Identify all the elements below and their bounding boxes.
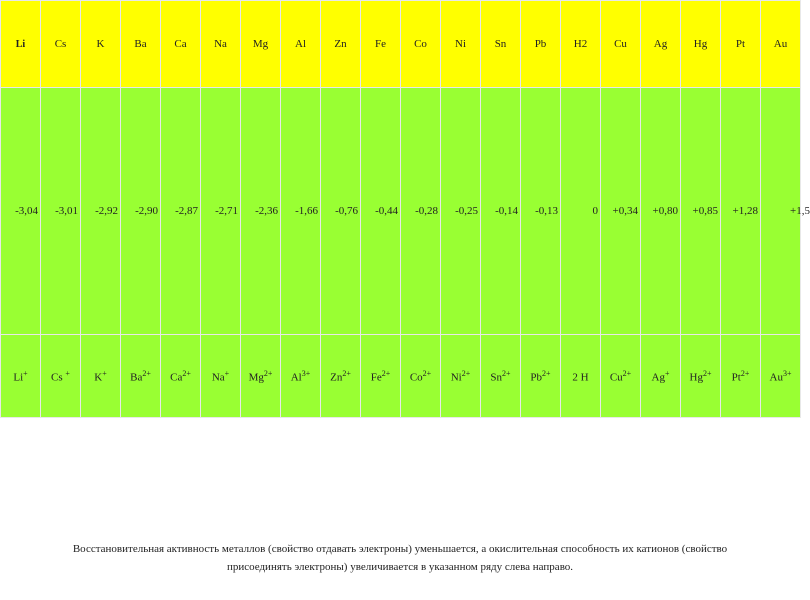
potential-cell xyxy=(241,88,281,335)
potential-value: -0,28 xyxy=(415,205,438,217)
ion-charge: 2+ xyxy=(461,368,471,378)
ion-symbol: Sn xyxy=(490,371,503,384)
ion-charge: + xyxy=(23,368,28,378)
metal-cell: K xyxy=(81,1,121,88)
ion-symbol: Zn xyxy=(330,371,343,384)
ion-cell xyxy=(721,335,761,418)
potential-cell xyxy=(441,88,481,335)
ion-symbol: Ba xyxy=(130,371,143,384)
potential-cell xyxy=(641,88,681,335)
caption-line-1: Восстановительная активность металлов (свойство отдавать электроны) уменьшается, а окислительная способность их катионов (свойство xyxy=(72,543,728,555)
ion-cell xyxy=(601,335,641,418)
ion-symbol: Al xyxy=(290,371,302,384)
caption xyxy=(0,540,800,576)
potential-value: -1,66 xyxy=(295,205,318,217)
metal-cell: Cs xyxy=(41,1,81,88)
potential-value: -2,92 xyxy=(95,205,118,217)
ion-charge: + xyxy=(664,368,670,378)
metal-cell: H2 xyxy=(561,1,601,88)
metal-cell: Ca xyxy=(161,1,201,88)
metal-cell: Al xyxy=(281,1,321,88)
ion-charge: 2+ xyxy=(622,368,632,378)
ion-symbol: Mg xyxy=(248,371,264,384)
potential-cell xyxy=(281,88,321,335)
potential-cell xyxy=(681,88,721,335)
potential-value: +0,80 xyxy=(652,205,678,217)
ion-cell xyxy=(201,335,241,418)
ion-symbol: Ni xyxy=(450,371,462,384)
potential-value: +1,28 xyxy=(732,205,758,217)
metal-cell: Pb xyxy=(521,1,561,88)
potential-value: -0,76 xyxy=(335,205,358,217)
ion-charge: 3+ xyxy=(301,368,311,378)
ion-charge: + xyxy=(224,368,230,378)
potential-cell xyxy=(321,88,361,335)
potential-cell xyxy=(561,88,601,335)
ion-symbol: Hg xyxy=(689,371,703,384)
potential-value: -0,13 xyxy=(535,205,558,217)
ion-charge: 2+ xyxy=(502,368,511,378)
metal-cell: Zn xyxy=(321,1,361,88)
ion-symbol: Ca xyxy=(170,371,183,384)
metal-cell: Mg xyxy=(241,1,281,88)
potential-value: +0,85 xyxy=(692,205,718,217)
ion-symbol: 2 H xyxy=(572,371,589,384)
potential-value: -3,04 xyxy=(15,205,38,217)
caption-line-2: присоединять электроны) увеличивается в указанном ряду слева направо. xyxy=(226,561,574,573)
ion-charge: 3+ xyxy=(782,368,792,378)
potential-value: -2,90 xyxy=(135,205,158,217)
metal-cell: Ba xyxy=(121,1,161,88)
ion-charge: 2+ xyxy=(263,368,273,378)
ion-charge: 2+ xyxy=(142,368,151,378)
ion-symbol: K xyxy=(94,371,103,384)
ion-charge: 2+ xyxy=(422,368,432,378)
ion-symbol: Au xyxy=(769,371,783,384)
potential-value: 0 xyxy=(592,205,598,217)
ion-cell xyxy=(281,335,321,418)
potential-cell xyxy=(601,88,641,335)
ion-charge: 2+ xyxy=(702,368,712,378)
potential-value: +1,5 xyxy=(790,205,810,217)
ion-symbol: Li xyxy=(13,371,24,384)
potential-value: +0,34 xyxy=(612,205,638,217)
ion-cell xyxy=(361,335,401,418)
ion-charge: + xyxy=(102,368,107,378)
metal-cell: Ag xyxy=(641,1,681,88)
metals-row xyxy=(1,1,801,88)
ion-cell xyxy=(241,335,281,418)
metal-cell: Fe xyxy=(361,1,401,88)
metal-cell: Sn xyxy=(481,1,521,88)
ion-symbol: Cu xyxy=(609,371,623,384)
potential-cell xyxy=(41,88,81,335)
potential-value: -2,87 xyxy=(175,205,198,217)
potential-value: -2,36 xyxy=(255,205,278,217)
potential-cell xyxy=(761,88,810,335)
ion-cell xyxy=(161,335,201,418)
potential-cell xyxy=(401,88,441,335)
ion-symbol: Ag xyxy=(651,371,665,384)
ion-cell xyxy=(561,335,601,418)
ion-cell xyxy=(521,335,561,418)
metal-cell: Pt xyxy=(721,1,761,88)
potential-cell xyxy=(201,88,241,335)
potential-value: -0,44 xyxy=(375,205,398,217)
ion-charge: 2+ xyxy=(740,368,750,378)
potential-cell xyxy=(121,88,161,335)
potential-cell xyxy=(481,88,521,335)
ion-charge: + xyxy=(65,368,70,378)
ion-charge: 2+ xyxy=(342,368,351,378)
potentials-row xyxy=(1,88,801,335)
ion-cell xyxy=(401,335,441,418)
ion-symbol: Na xyxy=(211,371,225,384)
potential-value: -0,14 xyxy=(495,205,518,217)
ion-cell xyxy=(441,335,481,418)
ion-cell xyxy=(481,335,521,418)
ion-cell xyxy=(121,335,161,418)
potential-cell xyxy=(81,88,121,335)
potential-value: -0,25 xyxy=(455,205,478,217)
metal-cell: Li xyxy=(1,1,41,88)
metal-cell: Cu xyxy=(601,1,641,88)
potential-cell xyxy=(521,88,561,335)
metal-cell: Co xyxy=(401,1,441,88)
ion-symbol: Pt xyxy=(731,371,741,384)
potential-cell xyxy=(161,88,201,335)
potential-value: -3,01 xyxy=(55,205,78,217)
ion-symbol: Co xyxy=(409,371,423,384)
ion-charge: 2+ xyxy=(381,368,391,378)
ion-symbol: Cs xyxy=(51,371,66,384)
ion-symbol: Pb xyxy=(530,371,543,384)
metal-cell: Ni xyxy=(441,1,481,88)
metal-cell: Hg xyxy=(681,1,721,88)
ion-cell xyxy=(641,335,681,418)
potential-value: -2,71 xyxy=(215,205,238,217)
ion-cell xyxy=(321,335,361,418)
metal-cell: Na xyxy=(201,1,241,88)
ion-symbol: Fe xyxy=(370,371,382,384)
potential-cell xyxy=(721,88,761,335)
ion-cell xyxy=(761,335,801,418)
ion-cell xyxy=(41,335,81,418)
ion-cell xyxy=(681,335,721,418)
ion-charge: 2+ xyxy=(542,368,551,378)
ion-charge: 2+ xyxy=(182,368,191,378)
potential-cell xyxy=(361,88,401,335)
ions-row xyxy=(1,335,801,418)
metal-cell: Au xyxy=(761,1,801,88)
potential-cell xyxy=(1,88,41,335)
ion-cell xyxy=(81,335,121,418)
ion-cell xyxy=(1,335,41,418)
